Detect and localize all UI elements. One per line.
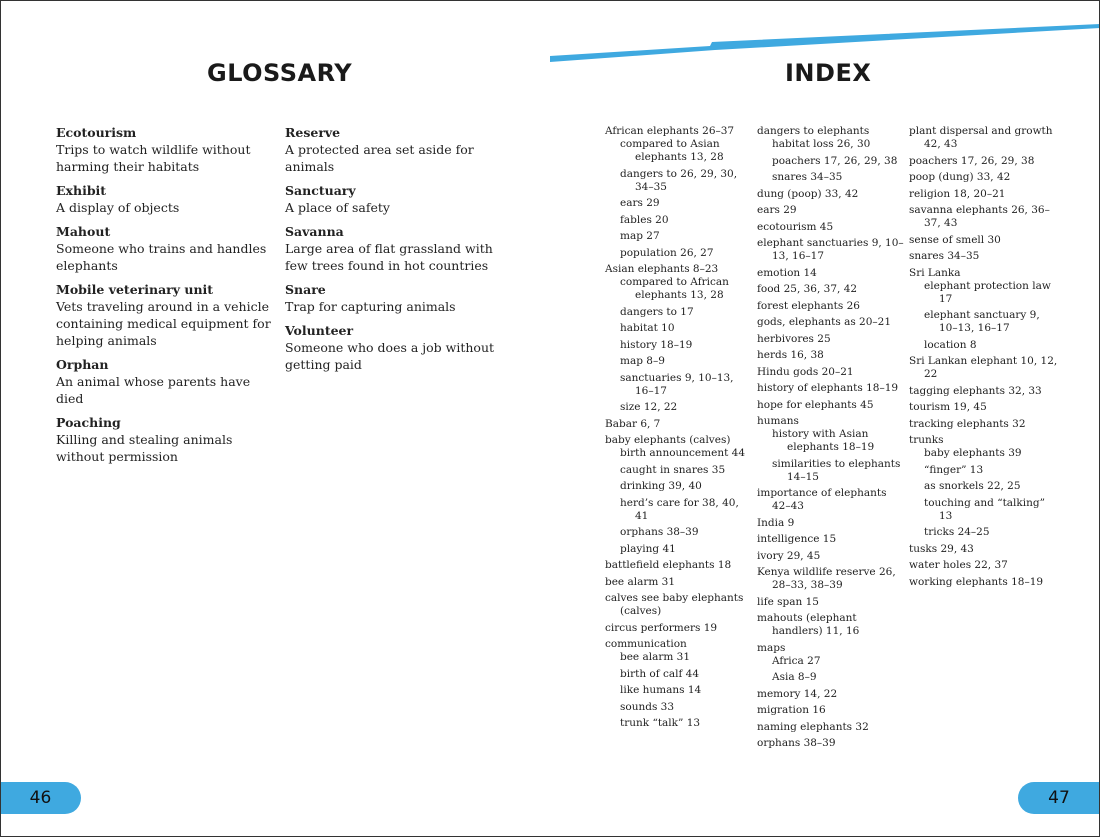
glossary-term: Ecotourism (56, 125, 137, 140)
glossary-term: Reserve (285, 125, 341, 140)
glossary-definition: Trap for capturing animals (285, 299, 456, 314)
index-subentry: poachers 17, 26, 29, 38 (772, 154, 898, 167)
glossary-entry (285, 281, 505, 315)
index-entry: Asian elephants 8–23 (605, 263, 719, 275)
index-entry: herds 16, 38 (757, 349, 824, 361)
index-subentry: map 27 (620, 230, 660, 242)
index-subentry: map 8–9 (620, 355, 665, 367)
index-subentry: similarities to elephants 14–15 (772, 457, 901, 483)
index-subentry: sounds 33 (620, 700, 675, 713)
index-entry: communication (605, 638, 687, 650)
index-entry: humans (757, 415, 799, 427)
index-subentry: ears 29 (620, 197, 660, 209)
index-entry: savanna elephants 26, 36–37, 43 (909, 204, 1050, 229)
index-entry: migration 16 (757, 704, 826, 716)
index-entry: tagging elephants 32, 33 (909, 384, 1042, 397)
glossary-definition: A protected area set aside for animals (285, 142, 474, 174)
index-subentry: like humans 14 (620, 684, 702, 696)
index-page (550, 0, 1100, 837)
index-column-2 (757, 125, 907, 754)
glossary-term: Mahout (56, 224, 111, 239)
index-subentry: Asia 8–9 (772, 671, 817, 683)
index-entry: dangers to elephants (757, 125, 870, 137)
glossary-term: Poaching (56, 415, 121, 430)
index-entry: mahouts (elephant handlers) 11, 16 (757, 612, 860, 637)
index-entry: importance of elephants 42–43 (757, 487, 887, 512)
index-subentry: sanctuaries 9, 10–13, 16–17 (620, 371, 734, 397)
index-subentry: birth announcement 44 (620, 447, 745, 459)
glossary-term: Exhibit (56, 183, 107, 198)
index-subentry: size 12, 22 (620, 401, 678, 413)
index-entry: battlefield elephants 18 (605, 559, 732, 571)
glossary-term: Mobile veterinary unit (56, 282, 214, 297)
index-entry: tusks 29, 43 (909, 542, 974, 555)
index-entry: plant dispersal and growth 42, 43 (909, 125, 1053, 150)
index-entry: forest elephants 26 (757, 299, 860, 312)
index-entry: Kenya wildlife reserve 26, 28–33, 38–39 (757, 566, 896, 591)
glossary-entry (56, 182, 276, 216)
index-entry: tracking elephants 32 (909, 417, 1026, 430)
index-entry: snares 34–35 (909, 250, 980, 262)
index-subentry: touching and “talking” 13 (924, 496, 1045, 522)
index-entry: ecotourism 45 (757, 220, 834, 233)
glossary-entry (285, 322, 505, 373)
index-column-1 (605, 125, 755, 734)
index-entry: working elephants 18–19 (909, 575, 1044, 588)
index-entry: maps (757, 641, 786, 654)
index-subentry: as snorkels 22, 25 (924, 480, 1021, 492)
index-entry: ears 29 (757, 204, 797, 216)
index-subentry: snares 34–35 (772, 171, 843, 183)
index-subentry: history with Asian elephants 18–19 (772, 428, 875, 453)
index-entry: poachers 17, 26, 29, 38 (909, 154, 1035, 167)
page-number-tab: 46 (0, 782, 81, 814)
index-subentry: playing 41 (620, 542, 676, 555)
glossary-entry (56, 356, 276, 407)
glossary-title: GLOSSARY (207, 59, 353, 87)
glossary-entry (56, 414, 276, 465)
index-subentry: tricks 24–25 (924, 526, 990, 538)
glossary-term: Sanctuary (285, 183, 356, 198)
index-entry: tourism 19, 45 (909, 401, 987, 413)
index-subentry: population 26, 27 (620, 246, 714, 259)
index-entry: orphans 38–39 (757, 737, 836, 749)
glossary-definition: A display of objects (56, 200, 180, 215)
glossary-definition: Killing and stealing animals without permission (56, 432, 233, 464)
index-entry: history of elephants 18–19 (757, 382, 899, 394)
index-subentry: habitat 10 (620, 322, 675, 334)
glossary-definition: An animal whose parents have died (56, 374, 251, 406)
index-subentry: trunk “talk” 13 (620, 717, 701, 729)
index-entry: Sri Lankan elephant 10, 12, 22 (909, 355, 1058, 380)
glossary-term: Volunteer (285, 323, 354, 338)
glossary-term: Savanna (285, 224, 344, 239)
glossary-definition: Large area of flat grassland with few trees found in hot countries (285, 241, 493, 273)
index-subentry: orphans 38–39 (620, 526, 699, 538)
index-subentry: compared to African elephants 13, 28 (620, 276, 729, 301)
index-subentry: history 18–19 (620, 338, 693, 351)
index-subentry: bee alarm 31 (620, 651, 691, 663)
index-entry: African elephants 26–37 (605, 125, 735, 137)
index-entry: life span 15 (757, 595, 819, 608)
index-subentry: compared to Asian elephants 13, 28 (620, 138, 724, 163)
index-entry: food 25, 36, 37, 42 (757, 283, 858, 295)
index-entry: ivory 29, 45 (757, 549, 821, 562)
glossary-entry (56, 223, 276, 274)
index-subentry: elephant protection law 17 (924, 279, 1051, 305)
index-subentry: caught in snares 35 (620, 463, 726, 476)
index-entry: poop (dung) 33, 42 (909, 171, 1011, 183)
glossary-entry (285, 223, 505, 274)
index-subentry: dangers to 26, 29, 30, 34–35 (620, 167, 738, 193)
glossary-term: Snare (285, 282, 326, 297)
index-entry: Hindu gods 20–21 (757, 365, 854, 378)
index-subentry: elephant sanctuary 9, 10–13, 16–17 (924, 309, 1040, 334)
index-entry: gods, elephants as 20–21 (757, 316, 892, 328)
glossary-entry (285, 124, 505, 175)
index-subentry: drinking 39, 40 (620, 480, 702, 492)
index-subentry: herd’s care for 38, 40, 41 (620, 496, 739, 522)
index-entry: water holes 22, 37 (909, 559, 1008, 571)
glossary-entry (285, 182, 505, 216)
index-entry: elephant sanctuaries 9, 10–13, 16–17 (757, 237, 904, 262)
index-entry: calves see baby elephants (calves) (605, 592, 744, 617)
index-entry: memory 14, 22 (757, 687, 838, 700)
index-subentry: “finger” 13 (924, 463, 984, 476)
index-entry: trunks (909, 434, 944, 446)
index-entry: sense of smell 30 (909, 233, 1001, 246)
index-column-3 (909, 125, 1059, 592)
index-subentry: fables 20 (620, 213, 669, 226)
index-entry: baby elephants (calves) (605, 434, 731, 446)
index-entry: religion 18, 20–21 (909, 187, 1006, 200)
index-entry: bee alarm 31 (605, 575, 676, 588)
glossary-definition: Someone who does a job without getting paid (285, 340, 495, 372)
index-subentry: dangers to 17 (620, 305, 694, 318)
index-subentry: habitat loss 26, 30 (772, 138, 871, 150)
page-number-tab: 47 (1018, 782, 1100, 814)
index-entry: naming elephants 32 (757, 720, 869, 733)
index-entry: circus performers 19 (605, 621, 718, 634)
glossary-entry (56, 124, 276, 175)
index-subentry: birth of calf 44 (620, 667, 700, 680)
index-entry: hope for elephants 45 (757, 398, 874, 411)
index-entry: intelligence 15 (757, 533, 837, 545)
index-entry: herbivores 25 (757, 332, 831, 345)
index-entry: emotion 14 (757, 266, 817, 279)
glossary-definition: Someone who trains and handles elephants (56, 241, 267, 273)
index-entry: India 9 (757, 516, 795, 529)
index-title: INDEX (785, 59, 872, 87)
glossary-term: Orphan (56, 357, 109, 372)
index-entry: Babar 6, 7 (605, 417, 661, 430)
index-subentry: Africa 27 (772, 654, 821, 667)
glossary-definition: Trips to watch wildlife without harming their habitats (56, 142, 251, 174)
glossary-column-2 (285, 124, 505, 380)
index-subentry: baby elephants 39 (924, 447, 1022, 459)
index-entry: dung (poop) 33, 42 (757, 187, 859, 200)
index-subentry: location 8 (924, 338, 977, 351)
index-entry: Sri Lanka (909, 266, 961, 279)
glossary-definition: A place of safety (285, 200, 390, 215)
glossary-entry (56, 281, 276, 349)
glossary-column-1 (56, 124, 276, 472)
glossary-definition: Vets traveling around in a vehicle containing medical equipment for helping animals (56, 299, 271, 348)
